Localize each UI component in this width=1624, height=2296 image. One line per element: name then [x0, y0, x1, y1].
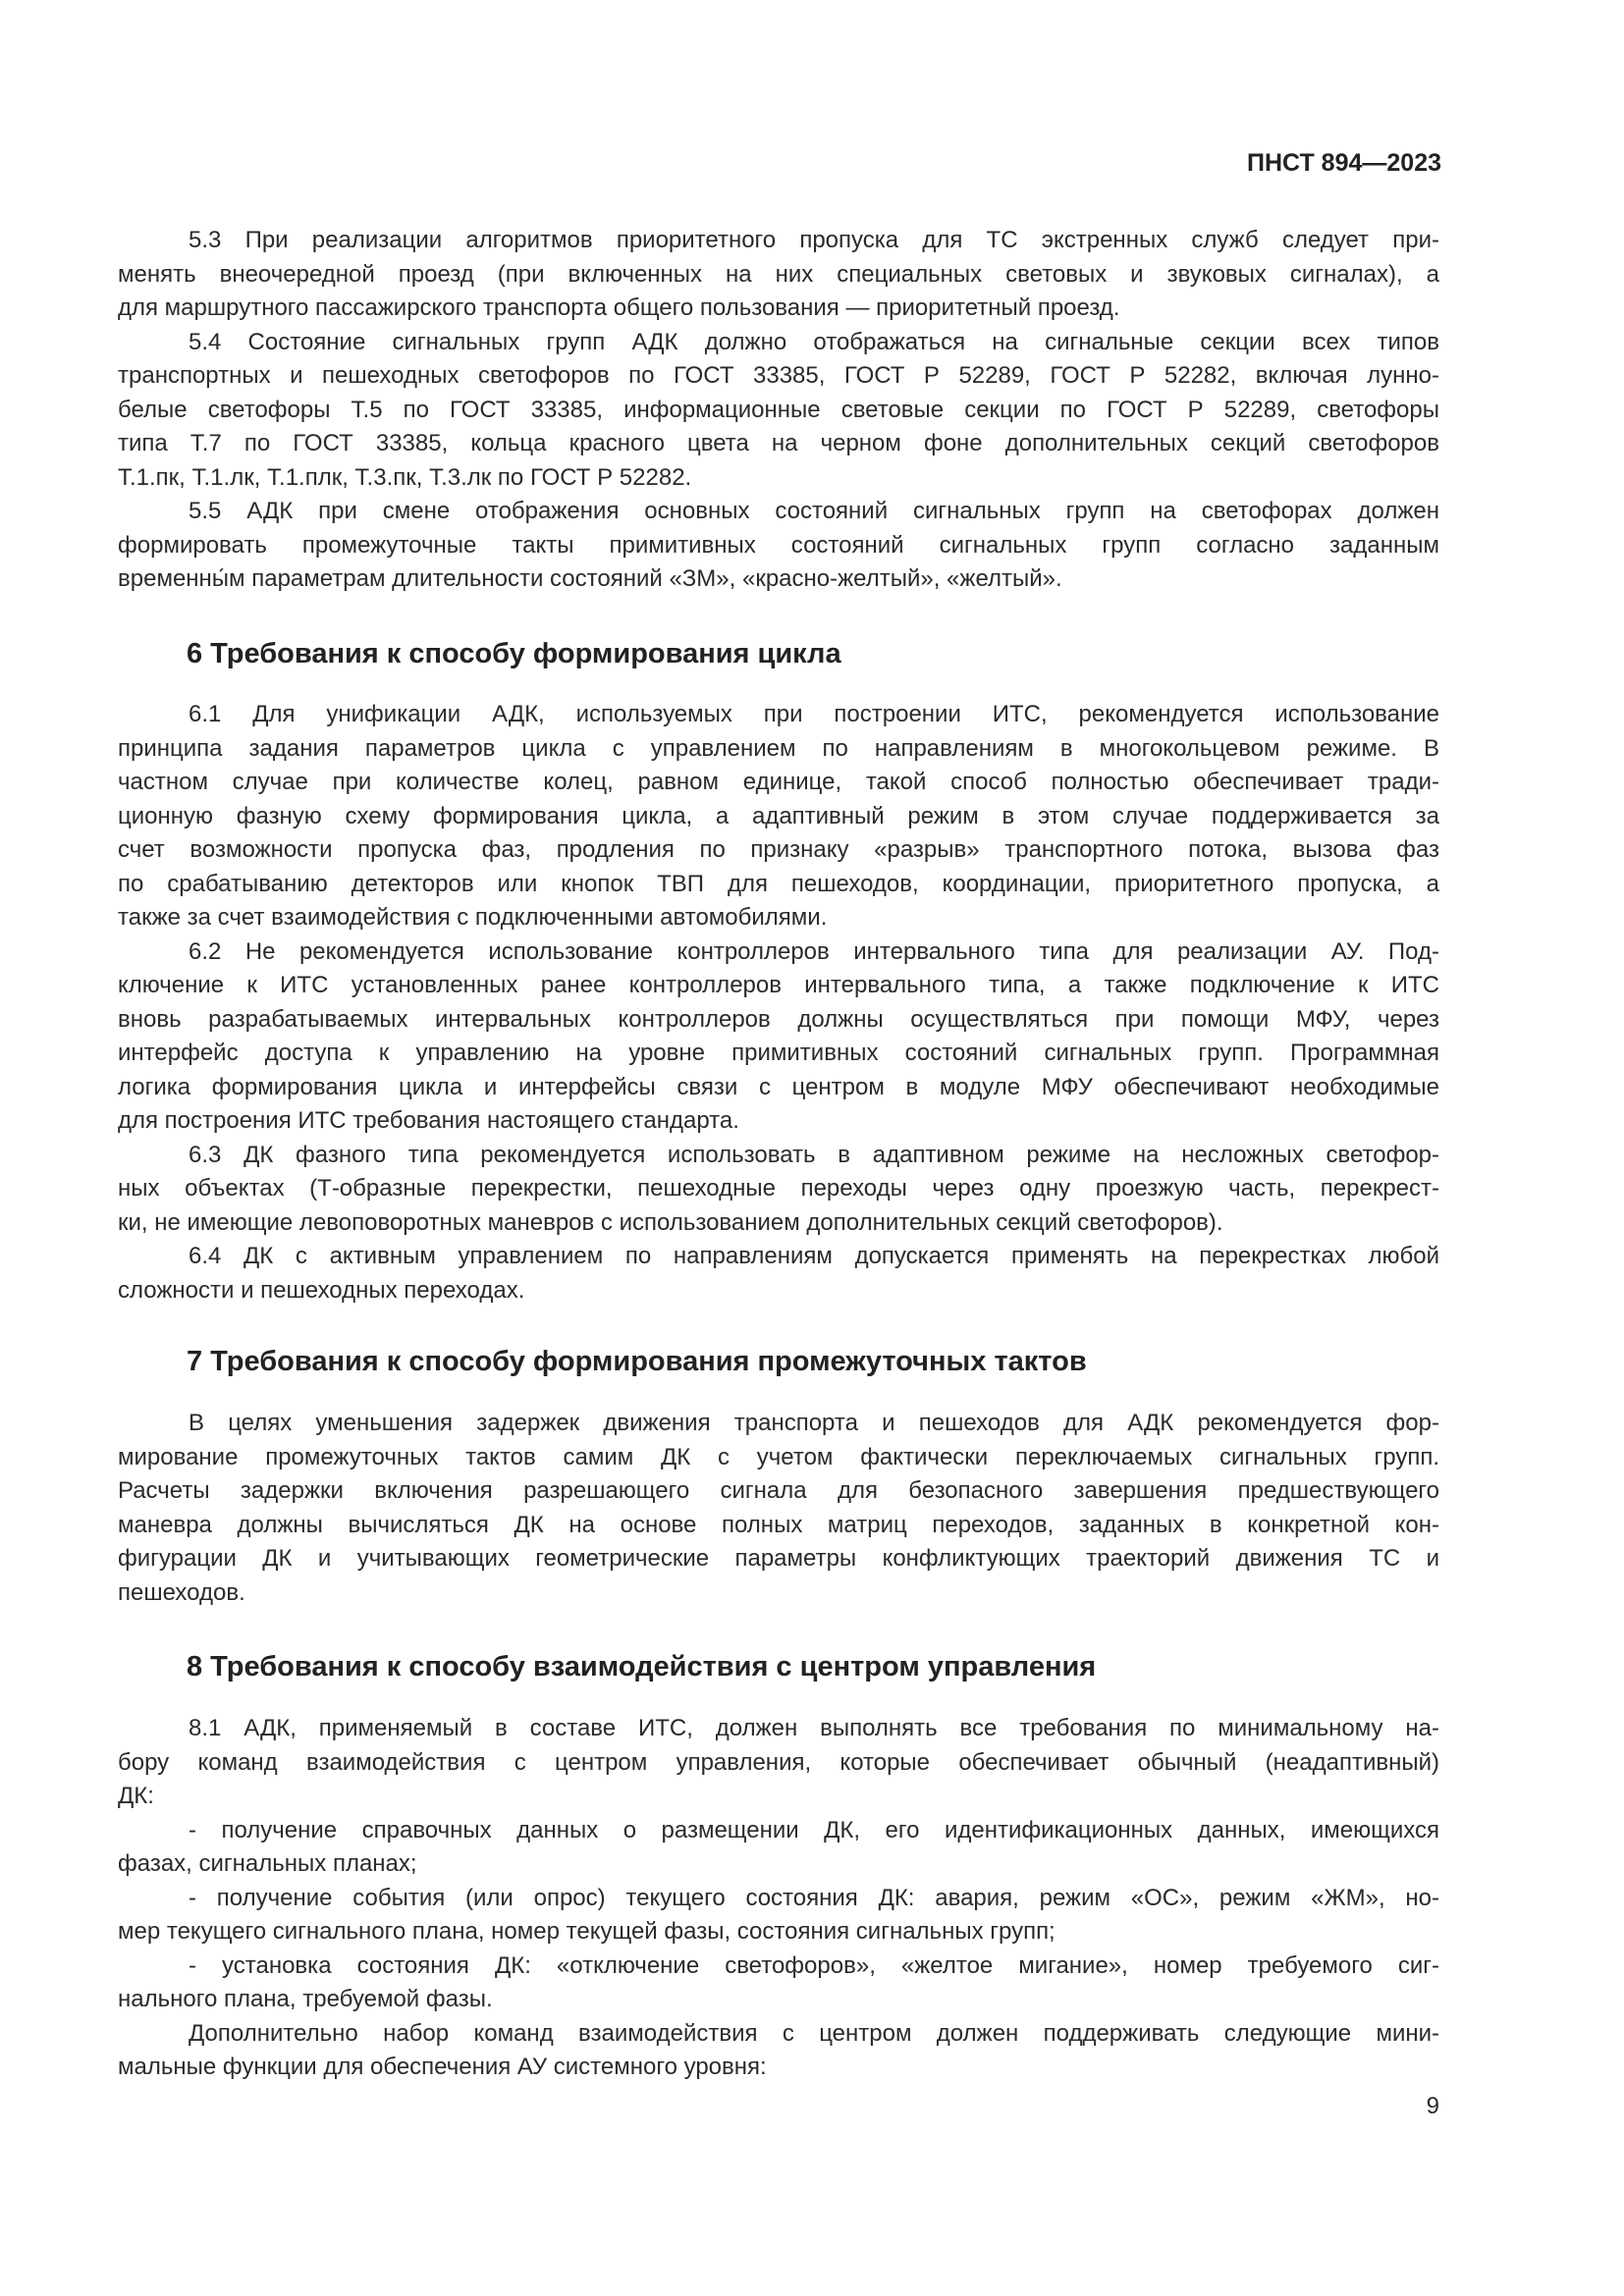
- text-line: мер текущего сигнального плана, номер текущей фазы, состояния сигнальных групп;: [118, 1918, 1056, 1945]
- paragraph: [118, 2017, 1439, 2085]
- text-line: Расчеты задержки включения разрешающего сигнала для безопасного завершения предшествующего: [118, 1477, 1439, 1504]
- text-line: транспортных и пешеходных светофоров по ГОСТ 33385, ГОСТ Р 52289, ГОСТ Р 52282, включая лунно-: [118, 362, 1439, 389]
- text-line: ционную фазную схему формирования цикла, а адаптивный режим в этом случае поддерживается за: [118, 802, 1439, 829]
- text-line: 5.4 Состояние сигнальных групп АДК должно отображаться на сигнальные секции всех типов: [189, 328, 1439, 355]
- section-7-text: [118, 1407, 1439, 1610]
- text-line: ключение к ИТС установленных ранее контроллеров интервального типа, а также подключение к ИТС: [118, 972, 1439, 998]
- paragraph: [118, 1882, 1439, 1949]
- text-line: для построения ИТС требования настоящего стандарта.: [118, 1107, 739, 1134]
- text-line: вновь разрабатываемых интервальных контроллеров должны осуществляться при помощи МФУ, через: [118, 1005, 1439, 1033]
- text-line: - получение события (или опрос) текущего состояния ДК: авария, режим «ОС», режим «ЖМ», но-: [189, 1884, 1439, 1911]
- text-line: для маршрутного пассажирского транспорта общего пользования — приоритетный проезд.: [118, 294, 1120, 321]
- paragraph: [118, 1949, 1439, 2017]
- text-line: - установка состояния ДК: «отключение светофоров», «желтое мигание», номер требуемого сиг-: [189, 1951, 1439, 1979]
- heading-section-7: 7 Требования к способу формирования промежуточных тактов: [187, 1346, 1087, 1377]
- paragraph: [118, 495, 1439, 597]
- text-line: Дополнительно набор команд взаимодействия с центром должен поддерживать следующие мини-: [189, 2019, 1439, 2047]
- text-line: 6.3 ДК фазного типа рекомендуется использовать в адаптивном режиме на несложных светофор-: [189, 1141, 1439, 1168]
- paragraph: [118, 1407, 1439, 1610]
- text-line: частном случае при количестве колец, равном единице, такой способ полностью обеспечивает тради-: [118, 769, 1439, 795]
- document-code: ПНСТ 894—2023: [1247, 149, 1441, 177]
- text-line: 8.1 АДК, применяемый в составе ИТС, должен выполнять все требования по минимальному на-: [189, 1715, 1439, 1741]
- text-line: 6.1 Для унификации АДК, используемых при построении ИТС, рекомендуется использование: [189, 701, 1439, 727]
- text-line: ки, не имеющие левоповоротных маневров с использованием дополнительных секций светофоров).: [118, 1208, 1223, 1236]
- section-6-text: [118, 698, 1439, 1308]
- section-5-text: [118, 224, 1439, 597]
- paragraph: [118, 1139, 1439, 1241]
- text-line: принципа задания параметров цикла с управлением по направлениям в многокольцевом режиме. В: [118, 734, 1439, 762]
- text-line: типа Т.7 по ГОСТ 33385, кольца красного цвета на черном фоне дополнительных секций светофоров: [118, 430, 1439, 456]
- section-8-text: [118, 1712, 1439, 2085]
- paragraph: [118, 698, 1439, 935]
- text-line: 6.2 Не рекомендуется использование контроллеров интервального типа для реализации АУ. Под-: [189, 937, 1439, 965]
- text-line: по срабатыванию детекторов или кнопок ТВП для пешеходов, координации, приоритетного пропуска, а: [118, 870, 1439, 897]
- heading-section-8: 8 Требования к способу взаимодействия с центром управления: [187, 1651, 1097, 1682]
- text-line: фазах, сигнальных планах;: [118, 1850, 417, 1877]
- text-line: логика формирования цикла и интерфейсы связи с центром в модуле МФУ обеспечивают необходимые: [118, 1073, 1439, 1100]
- text-line: бору команд взаимодействия с центром управления, которые обеспечивает обычный (неадаптивный): [118, 1748, 1439, 1776]
- page-number: 9: [1426, 2093, 1439, 2119]
- text-line: формировать промежуточные такты примитивных состояний сигнальных групп согласно заданным: [118, 531, 1439, 559]
- paragraph: [118, 224, 1439, 326]
- paragraph: [118, 1712, 1439, 1814]
- text-line: 6.4 ДК с активным управлением по направлениям допускается применять на перекрестках любой: [189, 1243, 1439, 1269]
- text-line: сложности и пешеходных переходах.: [118, 1276, 525, 1304]
- heading-section-6: 6 Требования к способу формирования цикла: [187, 638, 841, 669]
- paragraph: [118, 326, 1439, 496]
- paragraph: [118, 1814, 1439, 1882]
- text-line: также за счет взаимодействия с подключенными автомобилями.: [118, 904, 828, 931]
- text-line: белые светофоры Т.5 по ГОСТ 33385, информационные световые секции по ГОСТ Р 52289, светофоры: [118, 396, 1439, 423]
- text-line: 5.3 При реализации алгоритмов приоритетного пропуска для ТС экстренных служб следует при-: [189, 227, 1439, 253]
- text-line: пешеходов.: [118, 1578, 245, 1606]
- text-line: интерфейс доступа к управлению на уровне примитивных состояний сигнальных групп. Программная: [118, 1040, 1439, 1066]
- text-line: нального плана, требуемой фазы.: [118, 1986, 493, 2012]
- text-line: - получение справочных данных о размещении ДК, его идентификационных данных, имеющихся: [189, 1816, 1439, 1843]
- text-line: менять внеочередной проезд (при включенных на них специальных световых и звуковых сигналах), а: [118, 260, 1439, 288]
- text-line: 5.5 АДК при смене отображения основных состояний сигнальных групп на светофорах должен: [189, 498, 1439, 524]
- text-line: фигурации ДК и учитывающих геометрические параметры конфликтующих траекторий движения ТС и: [118, 1545, 1439, 1572]
- text-line: мирование промежуточных тактов самим ДК с учетом фактически переключаемых сигнальных групп.: [118, 1443, 1439, 1470]
- text-line: ных объектах (Т-образные перекрестки, пешеходные переходы через одну проезжую часть, перекрест-: [118, 1175, 1439, 1201]
- text-line: маневра должны вычисляться ДК на основе полных матриц переходов, заданных в конкретной кон-: [118, 1511, 1439, 1538]
- text-line: В целях уменьшения задержек движения транспорта и пешеходов для АДК рекомендуется фор-: [189, 1410, 1439, 1436]
- text-line: временны́м параметрам длительности состояний «ЗМ», «красно-желтый», «желтый».: [118, 565, 1062, 592]
- paragraph: [118, 1240, 1439, 1308]
- text-line: ДК:: [118, 1783, 154, 1809]
- text-line: мальные функции для обеспечения АУ системного уровня:: [118, 2054, 767, 2080]
- text-line: счет возможности пропуска фаз, продления по признаку «разрыв» транспортного потока, вызова фаз: [118, 836, 1439, 863]
- paragraph: [118, 935, 1439, 1139]
- text-line: Т.1.пк, Т.1.лк, Т.1.плк, Т.3.пк, Т.3.лк по ГОСТ Р 52282.: [118, 463, 692, 491]
